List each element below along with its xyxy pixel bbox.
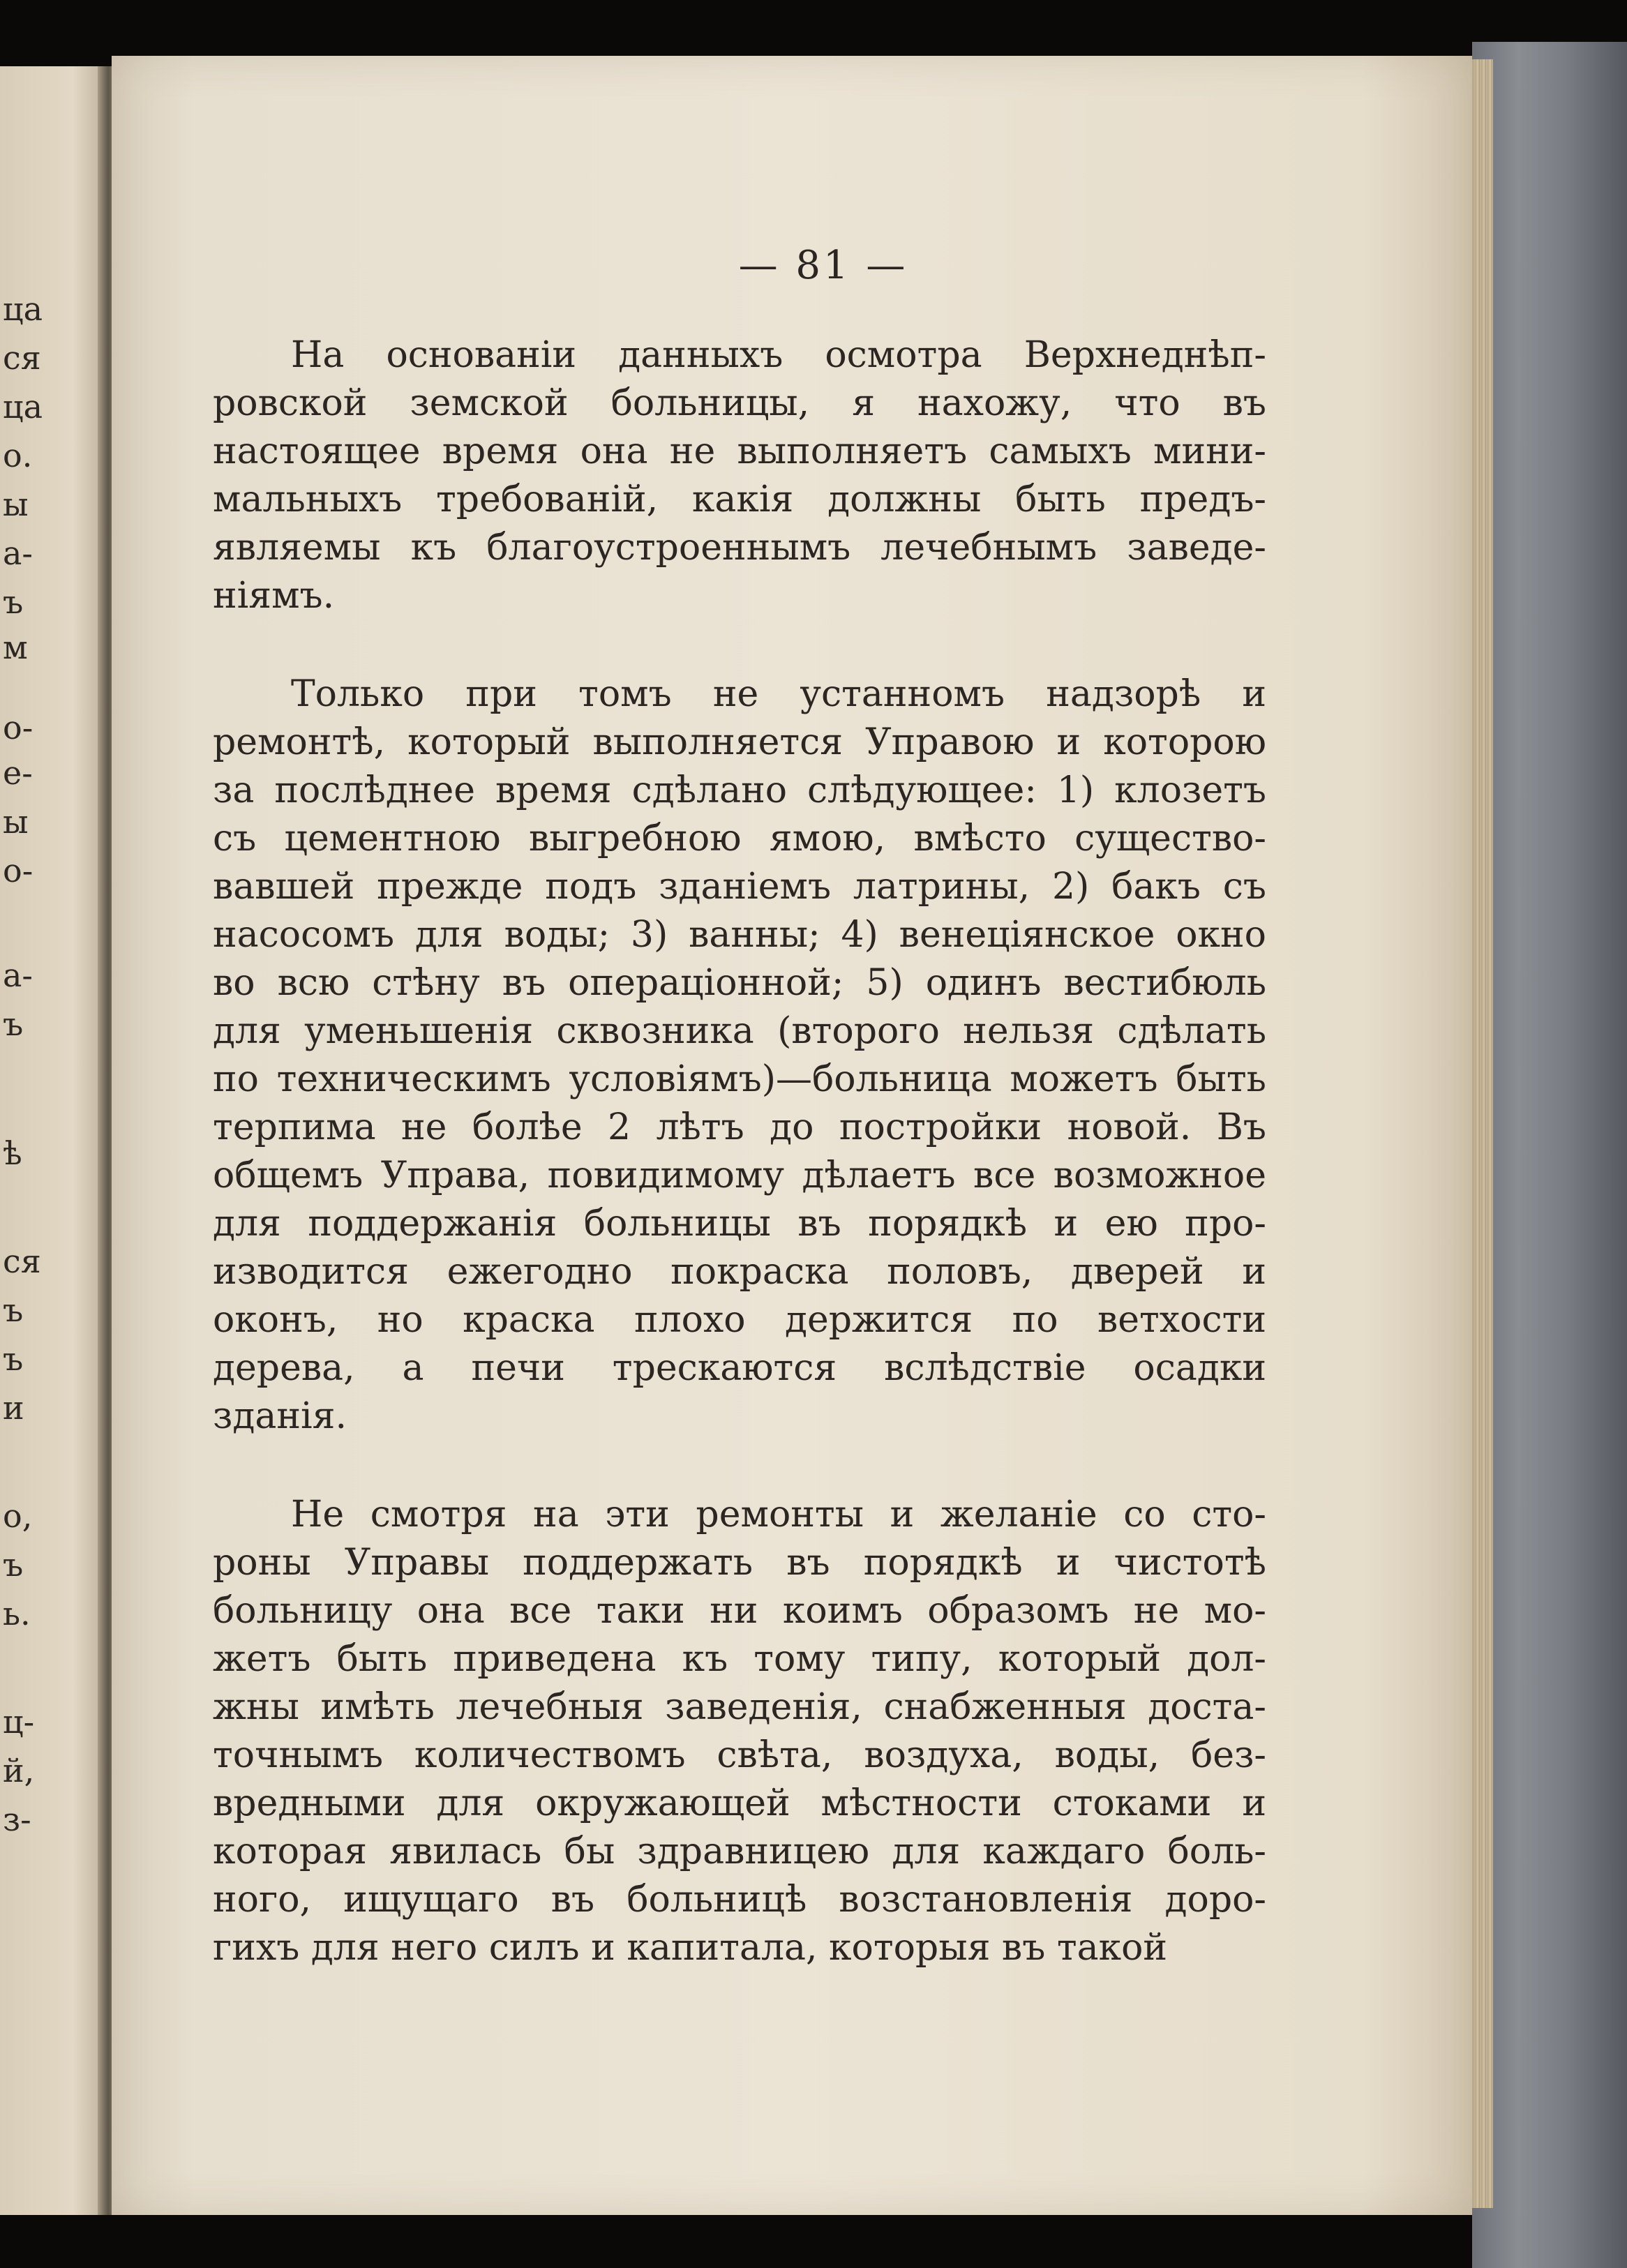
text-line: На основаніи данныхъ осмотра Верхнеднѣп-: [291, 334, 1266, 376]
text-line: вавшей прежде подъ зданіемъ латрины, 2) бакъ съ: [213, 866, 1266, 908]
text-line: насосомъ для воды; 3) ванны; 4) венеціянское окно: [213, 914, 1266, 956]
text-line: больницу она все таки ни коимъ образомъ не мо-: [213, 1590, 1266, 1632]
previous-page-fragment: е-: [3, 754, 33, 792]
text-line: общемъ Управа, повидимому дѣлаетъ все возможное: [213, 1155, 1266, 1196]
previous-page-fragment: ъ: [3, 1291, 24, 1329]
text-line: точнымъ количествомъ свѣта, воздуха, воды, без-: [213, 1734, 1266, 1776]
previous-page-fragment: ы: [3, 803, 29, 841]
previous-page-fragment: ъ: [3, 1546, 24, 1584]
text-line: ніямъ.: [213, 575, 335, 617]
text-line: роны Управы поддержать въ порядкѣ и чистотѣ: [213, 1542, 1266, 1584]
previous-page-fragment: м: [3, 629, 28, 666]
text-line: Только при томъ не устанномъ надзорѣ и: [291, 673, 1266, 715]
previous-page-fragment: ся: [3, 339, 41, 377]
paragraph: [213, 670, 1266, 1441]
text-line: терпима не болѣе 2 лѣтъ до постройки новой. Въ: [213, 1106, 1266, 1148]
page-number: — 81 —: [738, 243, 908, 288]
text-line: вредными для окружающей мѣстности стоками и: [213, 1782, 1266, 1824]
text-line: дерева, а печи трескаются вслѣдствіе осадки: [213, 1347, 1266, 1389]
text-line: являемы къ благоустроеннымъ лечебнымъ заведе-: [213, 527, 1266, 569]
previous-page-fragment: о.: [3, 437, 33, 474]
book-cover: [1472, 42, 1627, 2268]
previous-page-fragment: ъ: [3, 1005, 24, 1043]
text-line: ремонтѣ, который выполняется Управою и которою: [213, 721, 1266, 763]
text-line: изводится ежегодно покраска половъ, дверей и: [213, 1251, 1266, 1293]
previous-page-fragment: ѣ: [3, 1134, 22, 1172]
text-line: жны имѣть лечебныя заведенія, снабженныя доста-: [213, 1686, 1266, 1728]
previous-page-fragment: ы: [3, 486, 29, 523]
previous-page-fragment: о-: [3, 709, 33, 746]
previous-page-fragment: ца: [3, 388, 43, 426]
text-line: оконъ, но краска плохо держится по ветхости: [213, 1299, 1266, 1341]
text-line: настоящее время она не выполняетъ самыхъ мини-: [213, 430, 1266, 472]
previous-page-fragment: ся: [3, 1242, 41, 1280]
text-line: жетъ быть приведена къ тому типу, который дол-: [213, 1638, 1266, 1680]
text-line: съ цементною выгребною ямою, вмѣсто существо-: [213, 818, 1266, 859]
previous-page-fragment: ь.: [3, 1595, 31, 1632]
text-line: для уменьшенія сквозника (второго нельзя сдѣлать: [213, 1010, 1266, 1052]
text-line: по техническимъ условіямъ)—больница можетъ быть: [213, 1058, 1266, 1100]
previous-page: [0, 66, 105, 2215]
previous-page-fragment: ца: [3, 290, 43, 328]
text-line: которая явилась бы здравницею для каждаго боль-: [213, 1831, 1266, 1872]
previous-page-fragment: ъ: [3, 583, 24, 621]
previous-page-fragment: и: [3, 1389, 24, 1427]
previous-page-fragment: ъ: [3, 1340, 24, 1378]
text-line: за послѣднее время сдѣлано слѣдующее: 1) клозетъ: [213, 769, 1266, 811]
text-line: для поддержанія больницы въ порядкѣ и ею про-: [213, 1203, 1266, 1245]
text-line: зданія.: [213, 1395, 347, 1437]
previous-page-fragment: а-: [3, 956, 33, 994]
previous-page-fragment: з-: [3, 1801, 31, 1838]
previous-page-fragment: ц-: [3, 1703, 35, 1741]
page-body: [213, 331, 1266, 1972]
paragraph: [213, 331, 1266, 620]
previous-page-fragment: а-: [3, 534, 33, 572]
text-line: ровской земской больницы, я нахожу, что въ: [213, 382, 1266, 424]
text-line: Не смотря на эти ремонты и желаніе со сто-: [291, 1494, 1266, 1535]
text-line: во всю стѣну въ операціонной; 5) одинъ вестибюль: [213, 962, 1266, 1004]
page: [112, 56, 1472, 2215]
text-line: ного, ищущаго въ больницѣ возстановленія доро-: [213, 1879, 1266, 1921]
previous-page-fragment: о-: [3, 852, 33, 889]
text-line: мальныхъ требованій, какія должны быть предъ-: [213, 479, 1266, 520]
previous-page-fragment: й,: [3, 1752, 35, 1789]
previous-page-fragment: о,: [3, 1497, 33, 1535]
text-line: гихъ для него силъ и капитала, которыя въ такой: [213, 1927, 1168, 1969]
paragraph: [213, 1491, 1266, 1972]
